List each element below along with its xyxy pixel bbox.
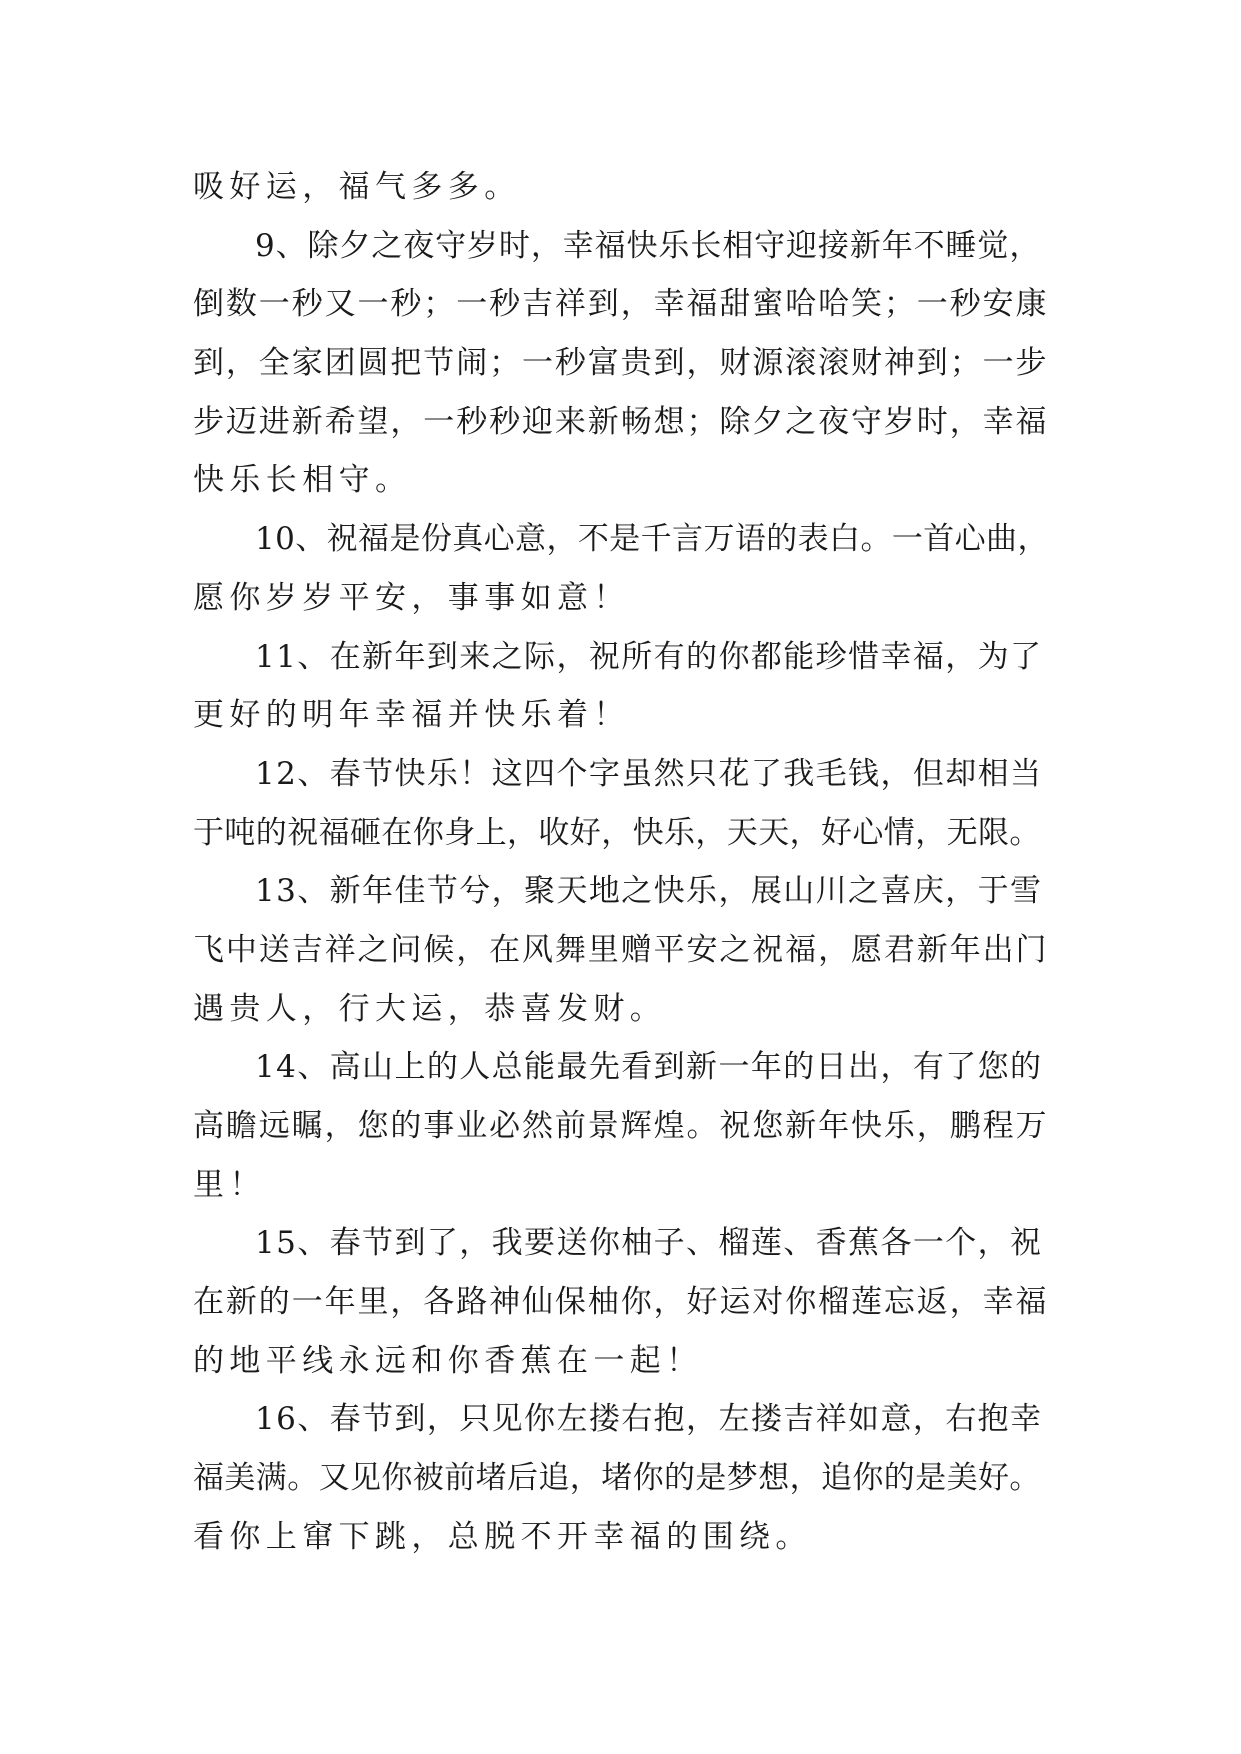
paragraph-line: 到，全家团圆把节闹；一秒富贵到，财源滚滚财神到；一步 xyxy=(193,345,1049,382)
paragraph-line: 快乐长相守。 xyxy=(193,462,412,499)
document-body xyxy=(193,158,1053,1567)
paragraph-line: 于吨的祝福砸在你身上，收好，快乐，天天，好心情，无限。 xyxy=(193,814,1041,851)
paragraph-first-line: 9、除夕之夜守岁时，幸福快乐长相守迎接新年不睡觉， xyxy=(255,227,1042,264)
paragraph-line: 步迈进新希望，一秒秒迎来新畅想；除夕之夜守岁时，幸福 xyxy=(193,403,1049,440)
paragraph-first-line: 13、新年佳节兮，聚天地之快乐，展山川之喜庆，于雪 xyxy=(255,873,1043,910)
paragraph-line: 的地平线永远和你香蕉在一起！ xyxy=(193,1342,703,1379)
paragraph-line: 更好的明年幸福并快乐着！ xyxy=(193,697,630,734)
paragraph-first-line: 12、春节快乐！这四个字虽然只花了我毛钱，但却相当 xyxy=(255,755,1043,792)
paragraph-line: 在新的一年里，各路神仙保柚你，好运对你榴莲忘返，幸福 xyxy=(193,1284,1049,1321)
paragraph-line: 遇贵人，行大运，恭喜发财。 xyxy=(193,990,667,1027)
paragraph-first-line: 14、高山上的人总能最先看到新一年的日出，有了您的 xyxy=(255,1049,1043,1086)
paragraph-line: 高瞻远瞩，您的事业必然前景辉煌。祝您新年快乐，鹏程万 xyxy=(193,1108,1049,1144)
paragraph-line: 愿你岁岁平安，事事如意！ xyxy=(193,579,630,616)
paragraph-line: 倒数一秒又一秒；一秒吉祥到，幸福甜蜜哈哈笑；一秒安康 xyxy=(193,286,1049,323)
paragraph-first-line: 10、祝福是份真心意，不是千言万语的表白。一首心曲， xyxy=(255,521,1049,558)
paragraph-first-line: 11、在新年到来之际，祝所有的你都能珍惜幸福，为了 xyxy=(255,638,1043,675)
paragraph-line: 福美满。又见你被前堵后追，堵你的是梦想，追你的是美好。 xyxy=(193,1460,1041,1497)
paragraph-line: 飞中送吉祥之问候，在风舞里赠平安之祝福，愿君新年出门 xyxy=(193,931,1049,968)
paragraph-line: 看你上窜下跳，总脱不开幸福的围绕。 xyxy=(193,1518,812,1555)
paragraph-first-line: 16、春节到，只见你左搂右抱，左搂吉祥如意，右抱幸 xyxy=(255,1401,1043,1438)
paragraph-line: 里！ xyxy=(193,1166,266,1203)
paragraph-line: 吸好运，福气多多。 xyxy=(193,169,521,205)
paragraph-first-line: 15、春节到了，我要送你柚子、榴莲、香蕉各一个，祝 xyxy=(255,1225,1043,1262)
